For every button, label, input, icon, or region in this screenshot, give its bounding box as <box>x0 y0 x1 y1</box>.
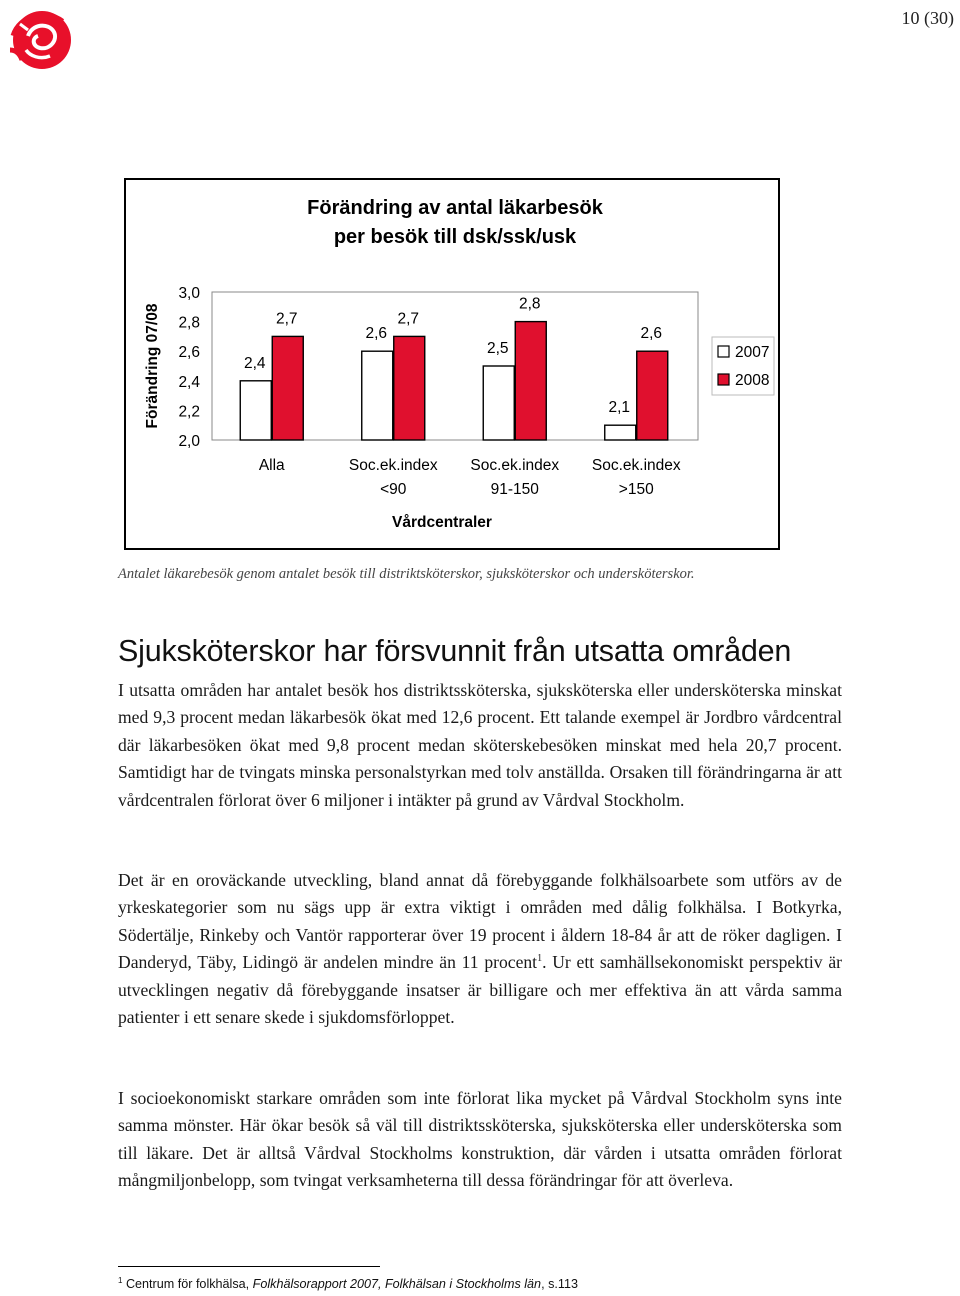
y-tick-label: 2,6 <box>178 344 200 362</box>
x-tick-label: Soc.ek.index <box>591 457 681 474</box>
bar-2008 <box>515 322 546 440</box>
bar-2007 <box>483 366 514 440</box>
bar-2008 <box>637 351 668 440</box>
legend-swatch-2007 <box>718 346 729 357</box>
x-tick-label: <90 <box>380 481 407 498</box>
bar-chart <box>124 178 780 550</box>
bar-2007 <box>605 425 636 440</box>
data-label-2008: 2,7 <box>397 310 420 328</box>
paragraph <box>118 867 842 1031</box>
chart-title: Förändring av antal läkarbesök <box>307 197 603 219</box>
legend-label: 2008 <box>735 372 770 389</box>
legend-label: 2007 <box>735 344 770 361</box>
paragraph-text: Det är en oroväckande utveckling, bland annat då förebyggande folkhälsoarbete som utförs av de yrkeskategorier som nu sägs upp är extra viktigt i områden med dålig folkhälsa. I Botkyrka, Södertälje, Rinkeby och Vantör rapporterar över 19 procent i åldern 18-84 år att de röker dagligen. I Danderyd, Täby, Lidingö är andelen mindre än 11 procent <box>118 870 842 973</box>
bar-2007 <box>240 381 271 440</box>
paragraph-text: . Ur ett samhällsekonomiskt perspektiv är utvecklingen negativ då förebyggande insatser är billigare och mer effektiva än att vårda samma patienter i ett senare skede i sjukdomsförloppet. <box>118 952 842 1028</box>
footnote-source: Centrum för folkhälsa, <box>125 1277 253 1291</box>
paragraph: I utsatta områden har antalet besök hos distriktssköterska, sjuksköterska eller undersköterska minskat med 9,3 procent medan läkarbesök ökat med 12,6 procent. Ett talande exempel är Jordbro vårdcentral där läkarbesöken ökat med 9,8 procent medan sköterskebesöken minskat med hela 20,7 procent. Samtidigt har de tvingats minska personalstyrkan med tolv anställda. Orsaken till förändringarna är att vårdcentralen förlorat över 6 miljoner i intäkter på grund av Vårdval Stockholm. <box>118 680 842 810</box>
footnote-number: 1 <box>118 1275 123 1285</box>
data-label-2007: 2,5 <box>486 340 509 357</box>
party-logo-rose-icon <box>6 6 74 74</box>
x-tick-label: Alla <box>258 457 285 474</box>
footnote-reference: 1 <box>537 953 543 965</box>
y-axis-title: Förändring 07/08 <box>144 303 161 429</box>
x-tick-label: 91-150 <box>490 481 539 498</box>
data-label-2008: 2,6 <box>640 325 663 343</box>
chart-canvas <box>126 180 778 548</box>
y-tick-label: 2,8 <box>178 314 200 332</box>
x-tick-label: Soc.ek.index <box>348 457 438 474</box>
page-number: 10 (30) <box>901 8 954 28</box>
chart-title: per besök till dsk/ssk/usk <box>333 226 577 248</box>
y-tick-label: 2,0 <box>178 433 200 450</box>
data-label-2008: 2,8 <box>518 295 541 313</box>
footnote-title: Folkhälsorapport 2007, Folkhälsan i Stockholms län <box>252 1277 542 1291</box>
data-label-2007: 2,1 <box>608 399 631 417</box>
y-tick-label: 2,4 <box>178 373 200 391</box>
x-tick-label: >150 <box>618 481 654 498</box>
y-tick-label: 2,2 <box>178 403 200 421</box>
figure-caption: Antalet läkarebesök genom antalet besök till distriktsköterskor, sjuksköterskor och undersköterskor. <box>118 566 695 582</box>
footnote <box>118 1277 578 1291</box>
footnote-divider <box>118 1266 380 1267</box>
footnote-page: , s.113 <box>541 1277 578 1291</box>
bar-2008 <box>394 336 425 440</box>
section-heading: Sjuksköterskor har försvunnit från utsatta områden <box>118 634 792 668</box>
x-tick-label: Soc.ek.index <box>470 457 560 474</box>
paragraph: I socioekonomiskt starkare områden som inte förlorat lika mycket på Vårdval Stockholm syns inte samma mönster. Här ökar besök så väl till distriktssköterska, sjuksköterska eller undersköterska som till läkare. Det är alltså Vårdval Stockholms konstruktion, där vården i utsatta områden förlorat mångmiljonbelopp, som tvingat verksamheterna till dessa förändringar för att överleva. <box>118 1088 842 1191</box>
y-tick-label: 3,0 <box>178 285 200 302</box>
data-label-2008: 2,7 <box>275 310 298 328</box>
bar-2007 <box>362 351 393 440</box>
bar-2008 <box>272 336 303 440</box>
x-axis-title: Vårdcentraler <box>392 514 492 531</box>
data-label-2007: 2,6 <box>365 325 388 343</box>
legend-swatch-2008 <box>718 374 729 385</box>
data-label-2007: 2,4 <box>243 354 266 372</box>
